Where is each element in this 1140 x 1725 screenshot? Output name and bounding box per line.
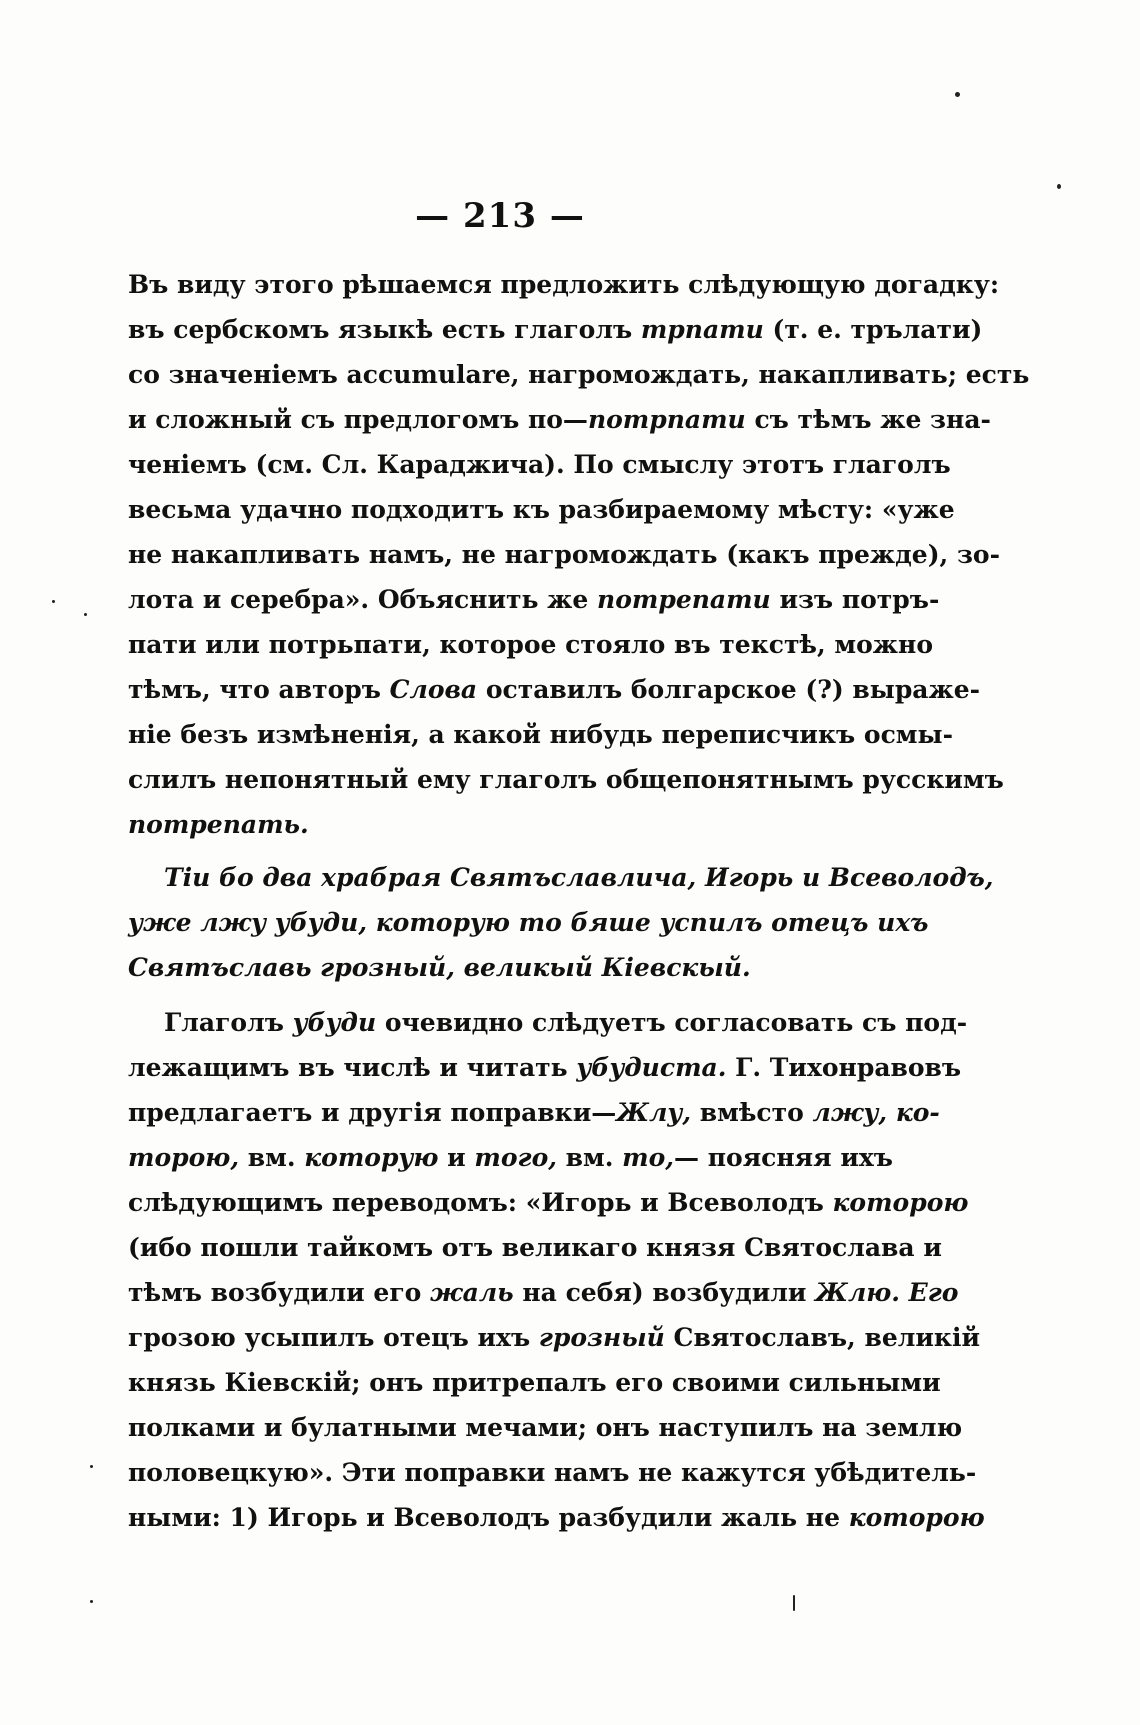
text-segment: тѣмъ, что авторъ — [128, 675, 390, 704]
scan-speck — [84, 613, 87, 616]
italic-word: которою — [848, 1503, 985, 1532]
italic-word: то, — [622, 1143, 675, 1172]
text-line — [128, 307, 983, 352]
text-segment: и — [438, 1143, 475, 1172]
italic-word: Жлю. Его — [815, 1278, 959, 1307]
text-segment: не накапливать намъ, не нагромождать (какъ прежде), зо- — [128, 540, 1000, 569]
text-segment: грозою усыпилъ отецъ ихъ — [128, 1323, 539, 1352]
text-segment: Глаголъ — [164, 1008, 293, 1037]
text-line — [128, 1270, 959, 1315]
italic-word: потрпати — [587, 405, 746, 434]
text-segment: слилъ непонятный ему глаголъ общепонятнымъ русскимъ — [128, 765, 1004, 794]
text-segment: тѣмъ возбудили его — [128, 1278, 431, 1307]
text-segment: Г. Тихонравовъ — [726, 1053, 962, 1082]
scan-speck — [90, 1600, 93, 1603]
text-line — [128, 712, 953, 757]
text-line — [128, 945, 881, 990]
italic-word: которую — [304, 1143, 439, 1172]
text-line — [128, 855, 994, 900]
text-segment: полками и булатными мечами; онъ наступилъ на землю — [128, 1413, 963, 1442]
text-line — [128, 532, 1000, 577]
paragraph-gap — [128, 847, 881, 855]
text-segment: Въ виду этого рѣшаемся предложить слѣдующую догадку: — [128, 270, 1000, 299]
italic-word: торою, — [128, 1143, 240, 1172]
italic-word: которою — [832, 1188, 969, 1217]
text-segment: изъ потръ- — [770, 585, 940, 614]
text-segment: и сложный съ предлогомъ по— — [128, 405, 588, 434]
scan-speck — [1057, 184, 1061, 189]
italic-word: уже лжу убуди, которую то бяше успилъ отецъ ихъ — [128, 908, 929, 937]
text-segment: лота и серебра». Объяснить же — [128, 585, 598, 614]
text-segment: (т. е. трълати) — [763, 315, 983, 344]
text-line — [128, 1495, 985, 1540]
text-line — [128, 262, 1000, 307]
text-segment: лежащимъ въ числѣ и читать — [128, 1053, 577, 1082]
text-line — [128, 487, 955, 532]
scan-speck — [52, 600, 55, 603]
text-line — [128, 1045, 962, 1090]
text-line — [128, 1225, 942, 1270]
italic-word: потрепати — [597, 585, 771, 614]
italic-word: Слова — [389, 675, 478, 704]
text-segment: очевидно слѣдуетъ согласовать съ под- — [376, 1008, 968, 1037]
text-line — [128, 397, 991, 442]
text-line — [128, 1405, 963, 1450]
text-segment: предлагаетъ и другія поправки— — [128, 1098, 617, 1127]
italic-word: убудиста. — [576, 1053, 727, 1082]
text-segment: — поясняя ихъ — [674, 1143, 893, 1172]
text-line — [128, 622, 934, 667]
italic-word: грозный — [538, 1323, 665, 1352]
italic-word: Жлу, — [616, 1098, 692, 1127]
scan-speck — [793, 1595, 795, 1611]
text-line — [128, 1360, 941, 1405]
text-segment: слѣдующимъ переводомъ: «Игорь и Всеволодъ — [128, 1188, 833, 1217]
italic-word: убуди — [292, 1008, 377, 1037]
text-segment: оставилъ болгарское (?) выраже- — [477, 675, 981, 704]
text-line — [128, 577, 940, 622]
text-line — [128, 352, 1030, 397]
text-line — [128, 757, 1004, 802]
text-segment: вм. — [239, 1143, 305, 1172]
italic-word: лжу, ко- — [812, 1098, 940, 1127]
body-text — [128, 262, 1030, 1540]
text-segment: ніе безъ измѣненія, а какой нибудь переписчикъ осмы- — [128, 720, 953, 749]
text-line — [128, 1000, 968, 1045]
text-segment: вм. — [556, 1143, 623, 1172]
text-line — [128, 1450, 977, 1495]
text-segment: ченіемъ (см. Сл. Караджича). По смыслу этотъ глаголъ — [128, 450, 951, 479]
paragraph-gap — [128, 990, 881, 1000]
text-line — [128, 1315, 980, 1360]
text-line — [128, 900, 929, 945]
italic-word: Тіи бо два храбрая Святъславлича, Игорь и Всеволодъ, — [164, 863, 994, 892]
text-segment: на себя) возбудили — [513, 1278, 816, 1307]
page-number: — 213 — — [415, 196, 585, 236]
text-segment: въ сербскомъ языкѣ есть глаголъ — [128, 315, 641, 344]
scan-speck — [90, 1465, 93, 1468]
text-segment: пати или потрьпати, которое стояло въ текстѣ, можно — [128, 630, 934, 659]
text-line — [128, 1135, 893, 1180]
text-line — [128, 802, 881, 847]
text-segment: со значеніемъ accumulare, нагромождать, накапливать; есть — [128, 360, 1030, 389]
text-segment: князь Кіевскій; онъ притрепалъ его своими сильными — [128, 1368, 941, 1397]
text-segment: вмѣсто — [691, 1098, 813, 1127]
text-line — [128, 442, 951, 487]
italic-word: того, — [474, 1143, 557, 1172]
text-segment: ными: 1) Игорь и Всеволодъ разбудили жаль не — [128, 1503, 849, 1532]
text-segment: (ибо пошли тайкомъ отъ великаго князя Святослава и — [128, 1233, 942, 1262]
text-segment: половецкую». Эти поправки намъ не кажутся убѣдитель- — [128, 1458, 977, 1487]
text-line — [128, 667, 981, 712]
text-segment: Святославъ, великій — [664, 1323, 980, 1352]
text-segment: весьма удачно подходитъ къ разбираемому мѣсту: «уже — [128, 495, 955, 524]
text-segment: съ тѣмъ же зна- — [745, 405, 991, 434]
italic-word: жаль — [430, 1278, 514, 1307]
scan-speck — [955, 92, 960, 97]
italic-word: трпати — [640, 315, 764, 344]
italic-word: потрепать. — [128, 810, 309, 839]
text-line — [128, 1090, 940, 1135]
italic-word: Святъславь грозный, великый Кіевскый. — [128, 953, 751, 982]
text-line — [128, 1180, 969, 1225]
